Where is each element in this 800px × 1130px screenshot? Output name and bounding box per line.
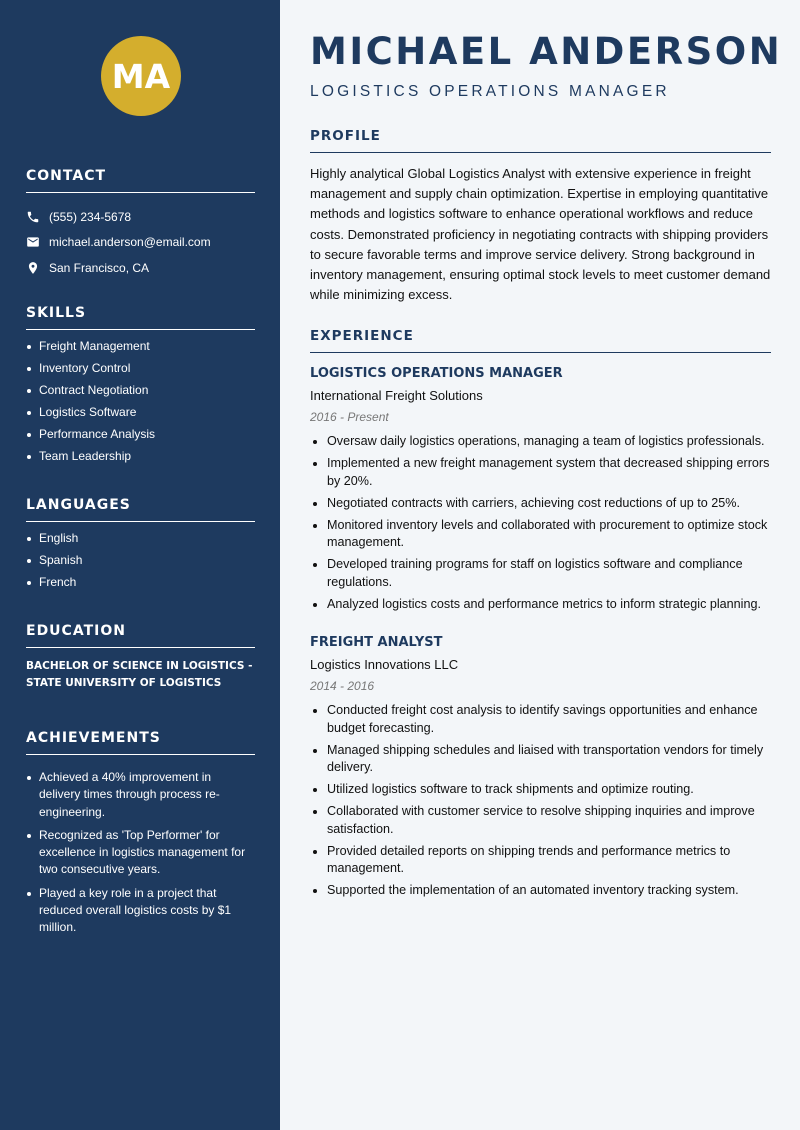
location-pin-icon xyxy=(26,261,40,275)
list-item: Developed training programs for staff on logistics software and compliance regulations. xyxy=(310,556,771,591)
job-company: International Freight Solutions xyxy=(310,388,483,403)
contact-list xyxy=(26,204,255,281)
achievements-list xyxy=(26,769,255,937)
list-item: Performance Analysis xyxy=(26,426,255,443)
avatar: MA xyxy=(101,36,181,116)
languages-section xyxy=(26,497,255,596)
contact-heading: CONTACT xyxy=(26,168,255,193)
phone-text: (555) 234-5678 xyxy=(49,209,132,224)
contact-email[interactable] xyxy=(26,230,255,256)
phone-icon xyxy=(26,210,40,224)
job-entry xyxy=(310,366,771,618)
list-item: English xyxy=(26,530,255,547)
list-item: Utilized logistics software to track shipments and optimize routing. xyxy=(310,781,771,799)
skills-list xyxy=(26,338,255,465)
languages-list xyxy=(26,530,255,591)
sidebar xyxy=(0,0,280,1130)
list-item: Conducted freight cost analysis to identify savings opportunities and enhance budget forecasting. xyxy=(310,702,771,737)
list-item: Provided detailed reports on shipping trends and performance metrics to management. xyxy=(310,843,771,878)
job-bullets xyxy=(310,433,771,613)
job-bullets xyxy=(310,702,771,900)
job-company: Logistics Innovations LLC xyxy=(310,657,459,672)
list-item: Analyzed logistics costs and performance metrics to inform strategic planning. xyxy=(310,596,771,614)
list-item: Contract Negotiation xyxy=(26,382,255,399)
candidate-name: MICHAEL ANDERSON xyxy=(310,30,783,73)
job-dates: 2014 - 2016 xyxy=(310,679,375,693)
list-item: Played a key role in a project that reduced overall logistics costs by $1 million. xyxy=(26,885,255,937)
experience-heading: EXPERIENCE xyxy=(310,328,771,353)
contact-location xyxy=(26,255,255,281)
list-item: Team Leadership xyxy=(26,448,255,465)
skills-section xyxy=(26,305,255,470)
list-item: Managed shipping schedules and liaised with transportation vendors for timely delivery. xyxy=(310,742,771,777)
location-text: San Francisco, CA xyxy=(49,260,150,275)
list-item: Logistics Software xyxy=(26,404,255,421)
list-item: Achieved a 40% improvement in delivery times through process re-engineering. xyxy=(26,769,255,821)
email-icon xyxy=(26,235,40,249)
education-section xyxy=(26,623,255,692)
candidate-title: LOGISTICS OPERATIONS MANAGER xyxy=(310,83,670,100)
skills-heading: SKILLS xyxy=(26,305,255,330)
job-dates: 2016 - Present xyxy=(310,410,389,424)
list-item: Recognized as 'Top Performer' for excellence in logistics management for two consecutive years. xyxy=(26,827,255,879)
languages-heading: LANGUAGES xyxy=(26,497,255,522)
contact-section xyxy=(26,168,255,281)
list-item: Freight Management xyxy=(26,338,255,355)
list-item: Inventory Control xyxy=(26,360,255,377)
list-item: French xyxy=(26,574,255,591)
degree-text: BACHELOR OF SCIENCE IN LOGISTICS - STATE UNIVERSITY OF LOGISTICS xyxy=(26,660,253,689)
list-item: Implemented a new freight management system that decreased shipping errors by 20%. xyxy=(310,455,771,490)
achievements-heading: ACHIEVEMENTS xyxy=(26,730,255,755)
profile-text: Highly analytical Global Logistics Analyst with extensive experience in freight management and supply chain optimization. Expertise in employing quantitative methods and logistics software to enhance operational workflows and reduce costs. Demonstrated proficiency in negotiating contracts with shipping providers to secure favorable terms and improve service delivery. Strong background in inventory management, ensuring optimal stock levels to meet customer demand while minimizing excess. xyxy=(310,166,771,303)
list-item: Negotiated contracts with carriers, achieving cost reductions of up to 25%. xyxy=(310,495,771,513)
email-text: michael.anderson@email.com xyxy=(49,235,211,250)
contact-phone[interactable] xyxy=(26,204,255,230)
achievements-section xyxy=(26,730,255,943)
list-item: Spanish xyxy=(26,552,255,569)
list-item: Supported the implementation of an automated inventory tracking system. xyxy=(310,882,771,900)
list-item: Collaborated with customer service to resolve shipping inquiries and improve satisfaction. xyxy=(310,803,771,838)
list-item: Oversaw daily logistics operations, managing a team of logistics professionals. xyxy=(310,433,771,451)
job-role: FREIGHT ANALYST xyxy=(310,635,443,650)
list-item: Monitored inventory levels and collaborated with procurement to optimize stock management. xyxy=(310,517,771,552)
education-heading: EDUCATION xyxy=(26,623,255,648)
profile-heading: PROFILE xyxy=(310,128,771,153)
job-entry xyxy=(310,635,771,904)
job-role: LOGISTICS OPERATIONS MANAGER xyxy=(310,366,563,381)
